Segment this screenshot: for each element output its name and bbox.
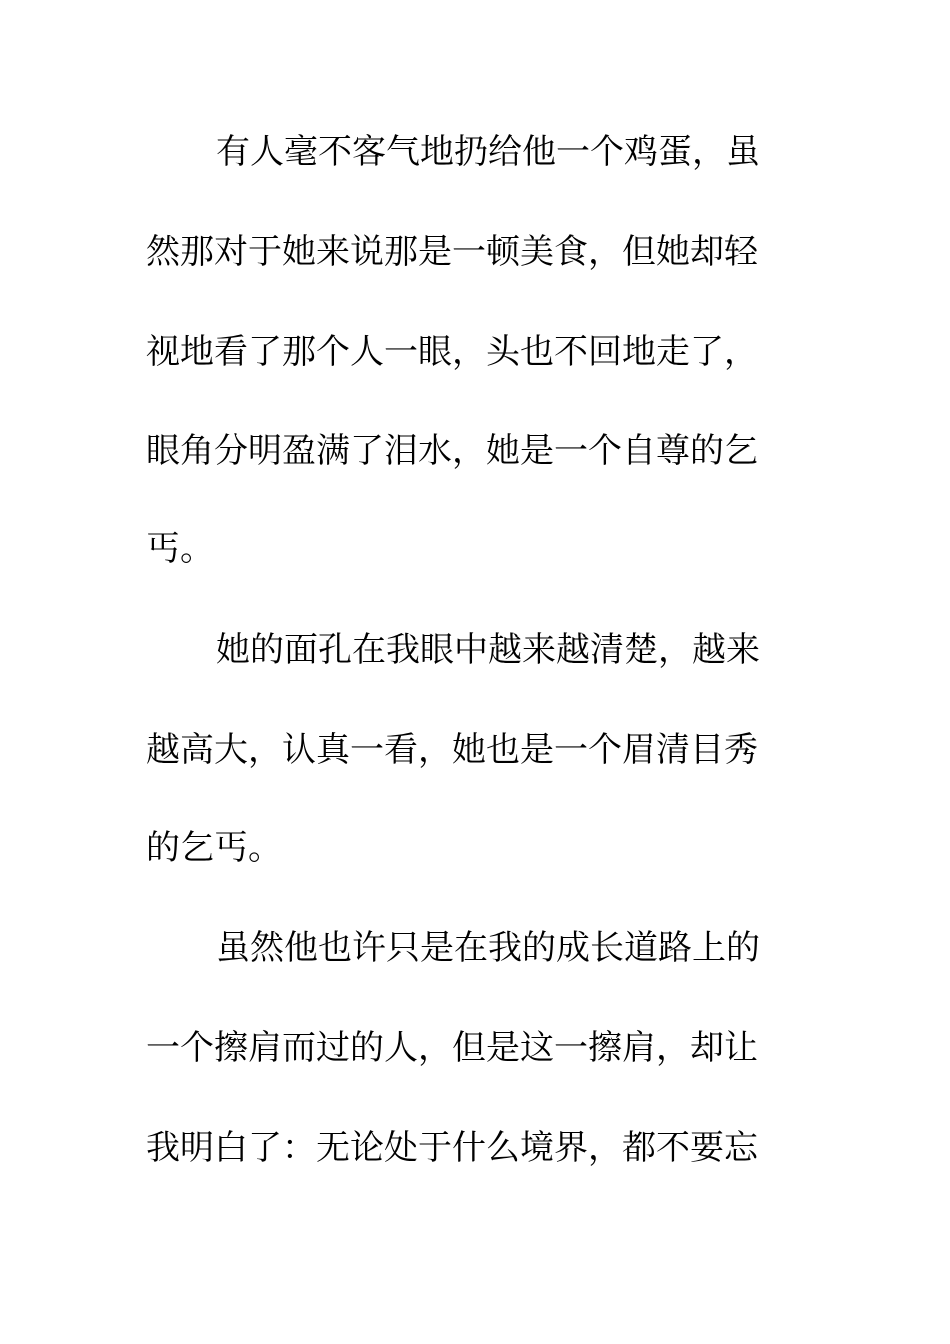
paragraph-line: 她的面孔在我眼中越来越清楚，越来 bbox=[216, 630, 760, 670]
paragraph-line: 越高大，认真一看，她也是一个眉清目秀 bbox=[146, 730, 758, 770]
paragraph-line: 一个擦肩而过的人，但是这一擦肩，却让 bbox=[146, 1028, 758, 1068]
paragraph-line: 有人毫不客气地扔给他一个鸡蛋，虽 bbox=[216, 132, 760, 172]
paragraph-line: 丐。 bbox=[146, 529, 214, 569]
paragraph-line: 视地看了那个人一眼，头也不回地走了， bbox=[146, 332, 758, 372]
paragraph-line: 的乞丐。 bbox=[146, 828, 282, 868]
paragraph-line: 虽然他也许只是在我的成长道路上的 bbox=[216, 928, 760, 968]
paragraph-line: 我明白了：无论处于什么境界，都不要忘 bbox=[146, 1128, 758, 1168]
paragraph-line: 眼角分明盈满了泪水，她是一个自尊的乞 bbox=[146, 431, 758, 471]
paragraph-line: 然那对于她来说那是一顿美食，但她却轻 bbox=[146, 232, 758, 272]
